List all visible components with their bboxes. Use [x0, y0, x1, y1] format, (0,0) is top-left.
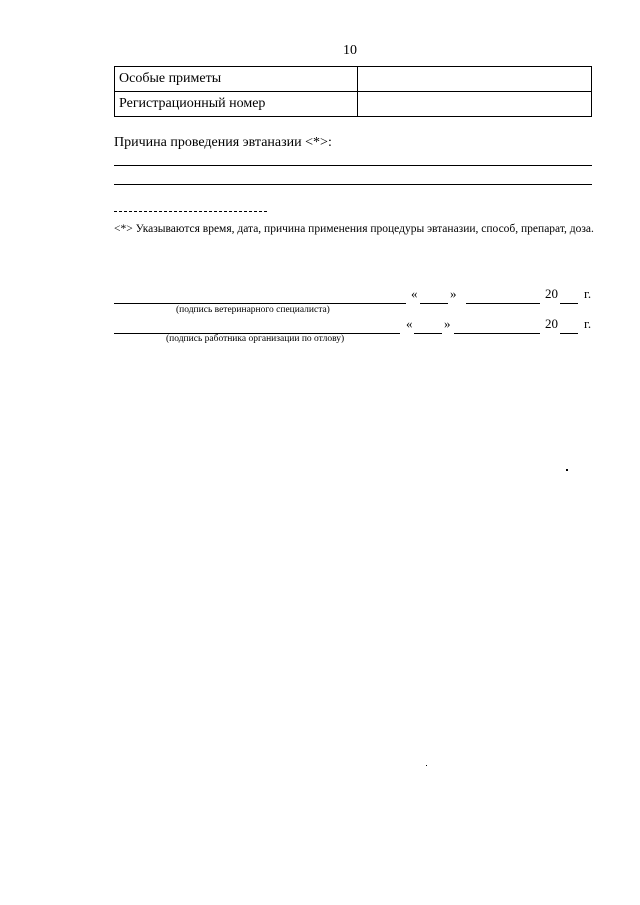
- signature-row-veterinarian: [114, 286, 592, 304]
- date-quote-open: «: [406, 316, 413, 331]
- footnote-text: <*> Указываются время, дата, причина применения процедуры эвтаназии, способ, препарат, доза.: [114, 223, 594, 235]
- year-suffix: г.: [584, 316, 592, 331]
- reason-line-1: [114, 165, 592, 166]
- year-line: [560, 333, 578, 334]
- reason-line-2: [114, 184, 592, 185]
- table-label-special-marks: Особые приметы: [115, 67, 358, 92]
- date-quote-open: «: [411, 286, 418, 301]
- month-line: [454, 333, 540, 334]
- page-number: 10: [343, 43, 357, 58]
- signature-caption-catcher: (подпись работника организации по отлову): [166, 334, 345, 344]
- day-line: [414, 333, 442, 334]
- table-row: [115, 67, 592, 92]
- signature-line: [114, 303, 406, 304]
- day-line: [420, 303, 448, 304]
- scan-speck: [566, 469, 568, 471]
- signature-caption-veterinarian: (подпись ветеринарного специалиста): [176, 305, 330, 315]
- date-quote-close: »: [450, 286, 457, 301]
- footnote-separator: [114, 211, 267, 212]
- signature-row-catcher: [114, 316, 592, 334]
- table-value-special-marks: [358, 67, 592, 92]
- year-prefix: 20: [545, 286, 558, 301]
- euthanasia-reason-title: Причина проведения эвтаназии <*>:: [114, 135, 332, 150]
- table-value-registration-number: [358, 92, 592, 117]
- date-quote-close: »: [444, 316, 451, 331]
- scan-speck: [426, 765, 427, 766]
- month-line: [466, 303, 540, 304]
- year-suffix: г.: [584, 286, 592, 301]
- animal-info-table: [114, 66, 592, 117]
- table-label-registration-number: Регистрационный номер: [115, 92, 358, 117]
- table-row: [115, 92, 592, 117]
- year-prefix: 20: [545, 316, 558, 331]
- year-line: [560, 303, 578, 304]
